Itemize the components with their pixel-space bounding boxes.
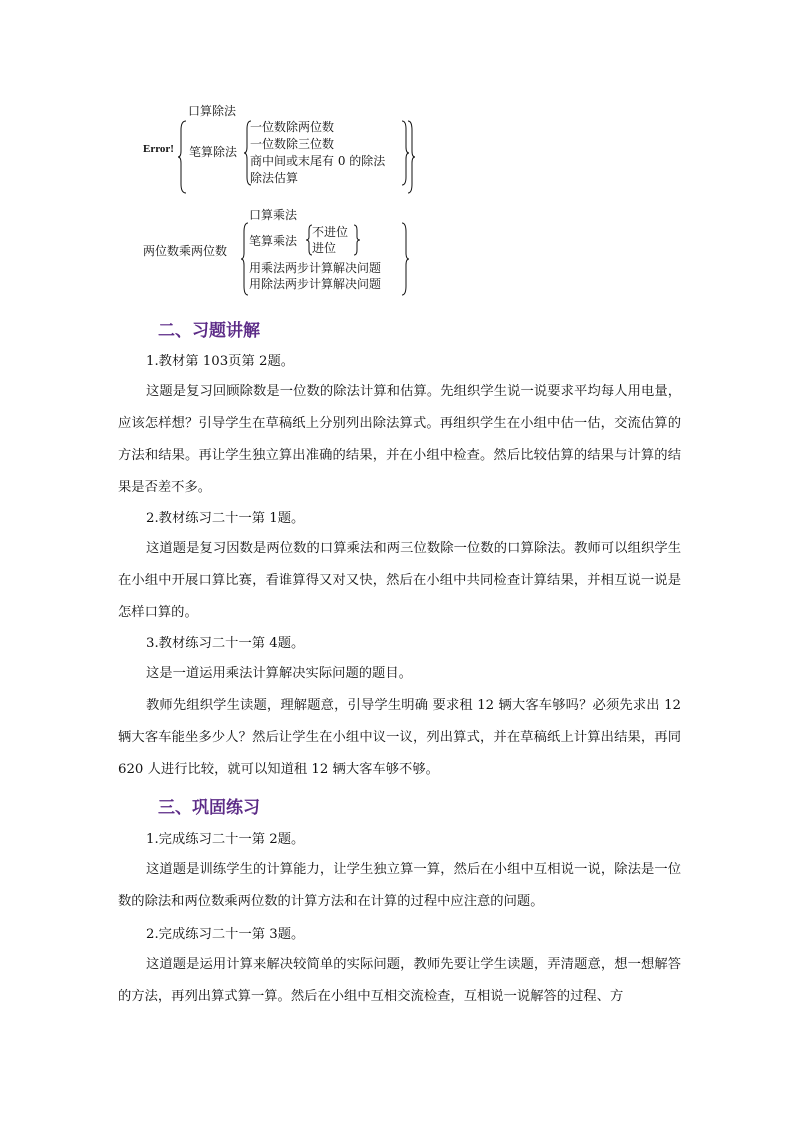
written-division-label: 笔算除法 xyxy=(189,145,238,159)
section-3-paragraph-2: 这道题是运用计算来解决较简单的实际问题，教师先要让学生读题，弄清题意，想一想解答的方法，再列出算式算一算。然后在小组中互相交流检查，互相说一说解答的过程、方 xyxy=(118,957,681,1004)
section-2-item-3: 3.教材练习二十一第 4题。 xyxy=(146,636,305,651)
section-2-item-2: 2.教材练习二十一第 1题。 xyxy=(146,511,305,526)
section-2-heading: 二、习题讲解 xyxy=(158,321,260,341)
section-2-paragraph-1: 这题是复习回顾除数是一位数的除法计算和估算。先组织学生说一说要求平均每人用电量，应该怎样想？引导学生在草稿纸上分别列出除法算式。再组织学生在小组中估一估，交流估算的方法和结果。再让学生独立算出准确的结果，并在小组中检查。然后比较估算的结果与计算的结果是否差不多。 xyxy=(118,384,681,495)
written-multiplication-label: 笔算乘法 xyxy=(249,234,298,248)
division-item-2: 一位数除三位数 xyxy=(250,137,335,151)
written-multiplication-close-brace xyxy=(354,224,361,256)
section-3-item-2: 2.完成练习二十一第 3题。 xyxy=(146,927,305,942)
section-2-paragraph-2: 这道题是复习因数是两位数的口算乘法和两三位数除一位数的口算除法。教师可以组织学生在小组中开展口算比赛，看谁算得又对又快，然后在小组中共同检查计算结果，并相互说一说是怎样口算的。 xyxy=(118,541,681,620)
section-3-item-1: 1.完成练习二十一第 2题。 xyxy=(146,832,305,847)
oral-division-label: 口算除法 xyxy=(188,104,237,118)
division-close-brace xyxy=(408,120,416,194)
oral-multiplication-label: 口算乘法 xyxy=(249,208,298,222)
division-item-1: 一位数除两位数 xyxy=(250,120,335,134)
section-2-paragraph-3: 这是一道运用乘法计算解决实际问题的题目。 xyxy=(146,666,412,681)
multiplication-close-brace xyxy=(402,222,410,296)
carry-label: 进位 xyxy=(312,241,337,255)
apply-division-label: 用除法两步计算解决问题 xyxy=(249,277,382,291)
division-left-brace xyxy=(178,120,188,194)
multiplication-left-brace xyxy=(241,222,249,296)
no-carry-label: 不进位 xyxy=(312,225,349,239)
multiplication-root-label: 两位数乘两位数 xyxy=(143,244,228,258)
division-item-3: 商中间或末尾有 0 的除法 xyxy=(250,154,386,168)
error-field-label: Error! xyxy=(143,143,174,155)
section-2-item-1: 1.教材第 103页第 2题。 xyxy=(146,354,295,369)
section-2-paragraph-4: 教师先组织学生读题，理解题意，引导学生明确 要求租 12 辆大客车够吗？必须先求出 12 辆大客车能坐多少人？然后让学生在小组中议一议，列出算式，并在草稿纸上计算出结果，再同 620 人进行比较，就可以知道租 12 辆大客车够不够。 xyxy=(118,698,681,777)
section-3-paragraph-1: 这道题是训练学生的计算能力，让学生独立算一算，然后在小组中互相说一说，除法是一位数的除法和两位数乘两位数的计算方法和在计算的过程中应注意的问题。 xyxy=(118,862,681,909)
apply-multiplication-label: 用乘法两步计算解决问题 xyxy=(249,261,382,275)
section-3-heading: 三、巩固练习 xyxy=(158,798,260,818)
division-item-4: 除法估算 xyxy=(250,171,299,185)
